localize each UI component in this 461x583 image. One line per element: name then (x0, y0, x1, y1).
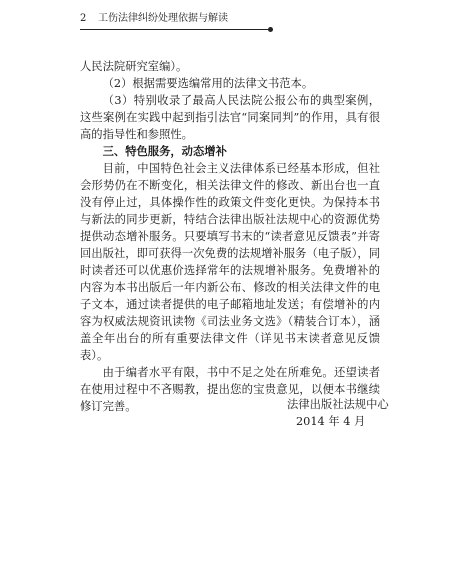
paragraph-item-3: （3）特别收录了最高人民法院公报公布的典型案例，这些案例在实践中起到指引法官“同案同判”的作用，具有很高的指导性和参照性。 (80, 94, 380, 141)
paragraph-item-2: （2）根据需要选编常用的法律文书范本。 (102, 77, 314, 90)
paragraph-closing: 由于编者水平有限，书中不足之处在所难免。还望读者在使用过程中不吝赐教，提出您的宝贵意见，以便本书继续修订完善。 (80, 366, 380, 413)
section-heading: 三、特色服务，动态增补 (102, 145, 227, 158)
running-head-title: 工伤法律纠纷处理依据与解读 (98, 13, 228, 24)
paragraph-service: 目前，中国特色社会主义法律体系已经基本形成，但社会形势仍在不断变化，相关法律文件的修改、新出台也一直没有停止过，具体操作性的政策文件变化更快。为保持本书与新法的同步更新，特结合法律出版社法规中心的资源优势提供动态增补服务。只要填写书末的“读者意见反馈表”并寄回出版社，即可获得一次免费的法规增补服务（电子版），同时读者还可以优惠价选择常年的法规增补服务。免费增补的内容为本书出版后一年内新公布、修改的相关法律文件的电子文本，通过读者提供的电子邮箱地址发送；有偿增补的内容为权威法规资讯读物《司法业务文选》（精装合订本），涵盖全年出台的所有重要法律文件（详见书末读者意见反馈表）。 (80, 162, 380, 362)
header-rule-dot (268, 27, 273, 32)
body-text (80, 58, 380, 415)
paragraph-continuation: 人民法院研究室编）。 (80, 60, 188, 73)
running-header (80, 7, 380, 29)
header-rule (80, 29, 270, 30)
signature-organization: 法律出版社法规中心 (287, 398, 389, 411)
page-number: 2 (80, 13, 87, 24)
signature-date: 2014 年 4 月 (296, 415, 366, 428)
